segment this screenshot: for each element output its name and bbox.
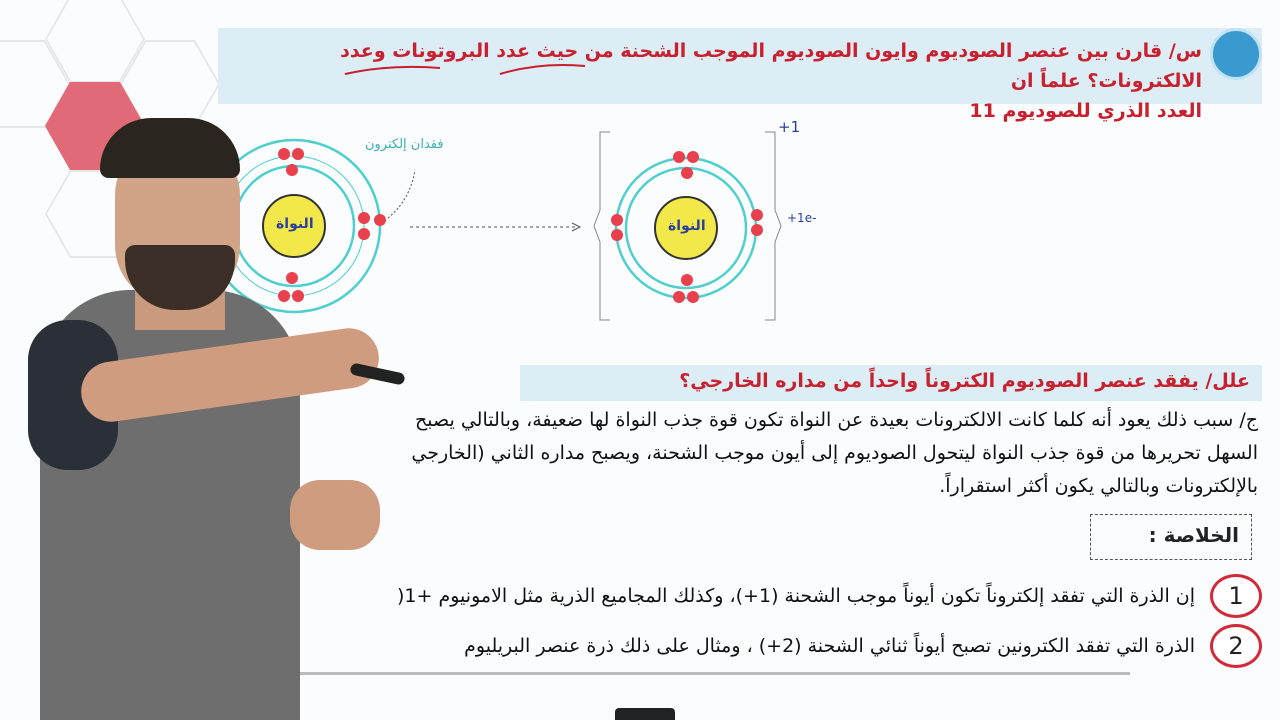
charge-label: +1 xyxy=(778,118,801,136)
summary-title: الخلاصة : xyxy=(1090,514,1252,560)
question-line-2: العدد الذري للصوديوم 11 xyxy=(969,100,1202,122)
summary-item-1: إن الذرة التي تفقد إلكتروناً تكون أيوناً موجب الشحنة (1+)، وكذلك المجاميع الذرية مثل الامونيوم +1( xyxy=(397,585,1195,607)
answer-line: السهل تحريرها من قوة جذب النواة ليتحول الصوديوم إلى أيون موجب الشحنة، ويصبح مداره الثاني (الخارجي xyxy=(411,442,1258,464)
reason-answer xyxy=(280,404,1258,503)
summary-item-2: الذرة التي تفقد الكترونين تصبح أيوناً ثنائي الشحنة (2+) ، ومثال على ذلك ذرة عنصر البريليوم xyxy=(464,635,1195,657)
nucleus-label: النواة xyxy=(276,216,314,232)
answer-line: بالإلكترونات وبالتالي يكون أكثر استقراراً. xyxy=(939,475,1258,497)
answer-line: ج/ سبب ذلك يعود أنه كلما كانت الالكترونات بعيدة عن النواة تكون قوة جذب النواة لها ضعيفة، وبالتالي يصبح xyxy=(415,409,1258,431)
item-number: 1 xyxy=(1210,574,1262,618)
electron-label: +1e- xyxy=(787,211,817,225)
presenter-hair xyxy=(100,118,240,178)
presenter-hand xyxy=(290,480,380,550)
item-number: 2 xyxy=(1210,624,1262,668)
question-line-1: س/ قارن بين عنصر الصوديوم وايون الصوديوم الموجب الشحنة من حيث عدد البروتونات وعدد الالكترونات؟ علماً ان xyxy=(340,40,1202,92)
divider xyxy=(300,672,1130,675)
nucleus-label: النواة xyxy=(668,218,706,234)
reason-question: علل/ يفقد عنصر الصوديوم الكتروناً واحداً من مداره الخارجي؟ xyxy=(520,365,1262,401)
video-control[interactable] xyxy=(615,708,675,720)
underline-marks xyxy=(340,60,600,80)
channel-logo-icon xyxy=(1210,28,1262,80)
electron-loss-label: فقدان إلكترون xyxy=(365,137,444,152)
